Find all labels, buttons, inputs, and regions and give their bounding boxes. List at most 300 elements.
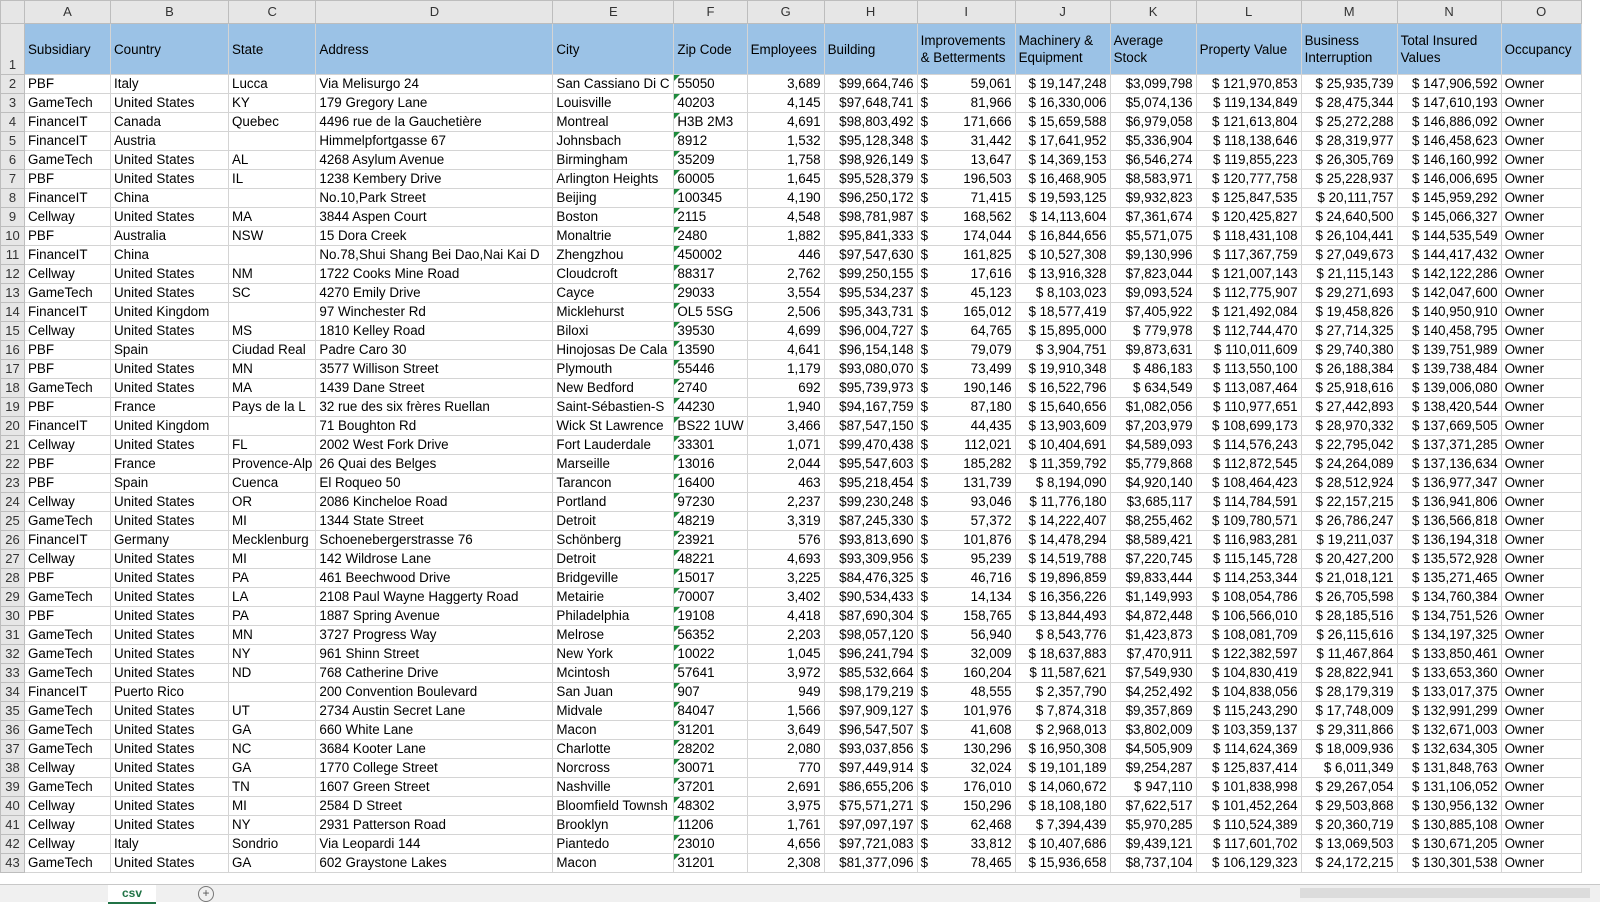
table-cell[interactable] xyxy=(674,550,747,569)
table-cell[interactable]: Owner xyxy=(1501,588,1581,607)
table-cell[interactable]: $ 121,970,853 xyxy=(1196,75,1301,94)
table-cell[interactable]: GameTech xyxy=(25,702,111,721)
table-cell[interactable]: MS xyxy=(229,322,316,341)
table-cell[interactable]: PBF xyxy=(25,398,111,417)
table-cell[interactable]: Owner xyxy=(1501,493,1581,512)
table-cell[interactable]: United States xyxy=(111,208,229,227)
table-cell[interactable] xyxy=(229,417,316,436)
table-cell[interactable]: 4,548 xyxy=(747,208,824,227)
table-cell[interactable]: FinanceIT xyxy=(25,303,111,322)
table-cell[interactable]: New Bedford xyxy=(553,379,674,398)
table-cell[interactable] xyxy=(917,94,1015,113)
table-cell[interactable]: $ 104,830,419 xyxy=(1196,664,1301,683)
column-title[interactable]: City xyxy=(553,24,674,75)
table-cell[interactable]: GameTech xyxy=(25,512,111,531)
table-cell[interactable]: $ 115,243,290 xyxy=(1196,702,1301,721)
table-cell[interactable]: 1,882 xyxy=(747,227,824,246)
table-cell[interactable]: $ 18,108,180 xyxy=(1015,797,1110,816)
table-cell[interactable]: $ 108,464,423 xyxy=(1196,474,1301,493)
row-header[interactable]: 22 xyxy=(1,455,25,474)
table-cell[interactable]: $ 146,160,992 xyxy=(1397,151,1501,170)
table-cell[interactable]: IL xyxy=(229,170,316,189)
table-cell[interactable]: $ 8,103,023 xyxy=(1015,284,1110,303)
table-cell[interactable]: 4,656 xyxy=(747,835,824,854)
table-cell[interactable]: 1722 Cooks Mine Road xyxy=(316,265,553,284)
table-cell[interactable]: $ 29,503,868 xyxy=(1301,797,1397,816)
table-cell[interactable]: Owner xyxy=(1501,512,1581,531)
table-cell[interactable]: $6,979,058 xyxy=(1110,113,1196,132)
table-cell[interactable]: Schoenebergerstrasse 76 xyxy=(316,531,553,550)
table-cell[interactable] xyxy=(917,360,1015,379)
table-cell[interactable]: Owner xyxy=(1501,816,1581,835)
table-cell[interactable]: Owner xyxy=(1501,683,1581,702)
table-cell[interactable]: $96,547,507 xyxy=(824,721,917,740)
table-cell[interactable]: $ 131,848,763 xyxy=(1397,759,1501,778)
table-cell[interactable]: 768 Catherine Drive xyxy=(316,664,553,683)
column-title[interactable]: Total Insured Values xyxy=(1397,24,1501,75)
table-cell[interactable]: Johnsbach xyxy=(553,132,674,151)
table-cell[interactable]: $ 132,991,299 xyxy=(1397,702,1501,721)
table-cell[interactable]: 3,554 xyxy=(747,284,824,303)
table-cell[interactable]: $ 113,087,464 xyxy=(1196,379,1301,398)
table-cell[interactable]: United Kingdom xyxy=(111,417,229,436)
table-cell[interactable]: $ 11,467,864 xyxy=(1301,645,1397,664)
table-cell[interactable]: $ 146,006,695 xyxy=(1397,170,1501,189)
table-cell[interactable]: 1439 Dane Street xyxy=(316,379,553,398)
column-title[interactable]: Business Interruption xyxy=(1301,24,1397,75)
table-cell[interactable]: 3,972 xyxy=(747,664,824,683)
table-cell[interactable]: $ 6,011,349 xyxy=(1301,759,1397,778)
table-cell[interactable]: $ 144,535,549 xyxy=(1397,227,1501,246)
table-cell[interactable] xyxy=(229,132,316,151)
table-cell[interactable]: $ 134,751,526 xyxy=(1397,607,1501,626)
row-header[interactable]: 9 xyxy=(1,208,25,227)
table-cell[interactable] xyxy=(917,778,1015,797)
row-header[interactable]: 20 xyxy=(1,417,25,436)
row-header[interactable]: 36 xyxy=(1,721,25,740)
column-title[interactable]: Employees xyxy=(747,24,824,75)
table-cell[interactable]: 3684 Kooter Lane xyxy=(316,740,553,759)
column-header-m[interactable]: M xyxy=(1301,1,1397,24)
table-cell[interactable]: $ 136,977,347 xyxy=(1397,474,1501,493)
table-cell[interactable]: Owner xyxy=(1501,531,1581,550)
column-header-b[interactable]: B xyxy=(111,1,229,24)
table-cell[interactable]: Quebec xyxy=(229,113,316,132)
table-cell[interactable]: Owner xyxy=(1501,246,1581,265)
table-cell[interactable]: 1,179 xyxy=(747,360,824,379)
table-cell[interactable]: $4,252,492 xyxy=(1110,683,1196,702)
table-cell[interactable]: 692 xyxy=(747,379,824,398)
table-cell[interactable]: $ 110,524,389 xyxy=(1196,816,1301,835)
table-cell[interactable]: Nashville xyxy=(553,778,674,797)
table-cell[interactable]: $ 25,935,739 xyxy=(1301,75,1397,94)
table-cell[interactable] xyxy=(674,474,747,493)
table-cell[interactable]: 2,308 xyxy=(747,854,824,873)
table-cell[interactable]: 2,080 xyxy=(747,740,824,759)
table-cell[interactable]: 2,762 xyxy=(747,265,824,284)
table-cell[interactable] xyxy=(674,797,747,816)
table-cell[interactable]: $96,241,794 xyxy=(824,645,917,664)
table-cell[interactable]: $7,220,745 xyxy=(1110,550,1196,569)
table-cell[interactable] xyxy=(917,474,1015,493)
table-cell[interactable]: PA xyxy=(229,569,316,588)
table-cell[interactable]: 15 Dora Creek xyxy=(316,227,553,246)
table-cell[interactable]: $ 135,271,465 xyxy=(1397,569,1501,588)
table-cell[interactable]: Owner xyxy=(1501,740,1581,759)
table-cell[interactable]: $ 25,228,937 xyxy=(1301,170,1397,189)
table-cell[interactable]: $7,622,517 xyxy=(1110,797,1196,816)
table-cell[interactable]: $ 139,006,080 xyxy=(1397,379,1501,398)
table-cell[interactable]: Arlington Heights xyxy=(553,170,674,189)
column-header-f[interactable]: F xyxy=(674,1,747,24)
table-cell[interactable]: $93,813,690 xyxy=(824,531,917,550)
table-cell[interactable]: $ 14,113,604 xyxy=(1015,208,1110,227)
table-cell[interactable]: 4,641 xyxy=(747,341,824,360)
table-cell[interactable]: $9,254,287 xyxy=(1110,759,1196,778)
table-cell[interactable]: Cellway xyxy=(25,436,111,455)
table-cell[interactable]: $7,470,911 xyxy=(1110,645,1196,664)
table-cell[interactable]: $ 108,699,173 xyxy=(1196,417,1301,436)
table-cell[interactable]: TN xyxy=(229,778,316,797)
table-cell[interactable]: 4268 Asylum Avenue xyxy=(316,151,553,170)
table-cell[interactable] xyxy=(917,607,1015,626)
table-cell[interactable] xyxy=(917,512,1015,531)
table-cell[interactable]: United States xyxy=(111,645,229,664)
table-cell[interactable]: 3577 Willison Street xyxy=(316,360,553,379)
table-cell[interactable]: $9,093,524 xyxy=(1110,284,1196,303)
table-cell[interactable]: United States xyxy=(111,797,229,816)
table-cell[interactable]: 3,402 xyxy=(747,588,824,607)
table-cell[interactable]: $ 132,634,305 xyxy=(1397,740,1501,759)
table-cell[interactable]: $ 22,157,215 xyxy=(1301,493,1397,512)
table-cell[interactable]: $ 118,431,108 xyxy=(1196,227,1301,246)
table-cell[interactable]: $ 24,172,215 xyxy=(1301,854,1397,873)
table-cell[interactable]: 602 Graystone Lakes xyxy=(316,854,553,873)
table-cell[interactable]: GameTech xyxy=(25,645,111,664)
table-cell[interactable]: $94,167,759 xyxy=(824,398,917,417)
table-cell[interactable]: El Roqueo 50 xyxy=(316,474,553,493)
column-header-j[interactable]: J xyxy=(1015,1,1110,24)
column-header-c[interactable]: C xyxy=(229,1,316,24)
table-cell[interactable]: $ 10,404,691 xyxy=(1015,436,1110,455)
table-cell[interactable] xyxy=(674,816,747,835)
table-cell[interactable]: GameTech xyxy=(25,379,111,398)
table-cell[interactable]: $98,803,492 xyxy=(824,113,917,132)
table-cell[interactable]: $ 136,566,818 xyxy=(1397,512,1501,531)
table-cell[interactable]: $ 18,637,883 xyxy=(1015,645,1110,664)
table-cell[interactable] xyxy=(917,132,1015,151)
table-cell[interactable]: Brooklyn xyxy=(553,816,674,835)
table-cell[interactable] xyxy=(917,170,1015,189)
table-cell[interactable]: Owner xyxy=(1501,664,1581,683)
table-cell[interactable]: Marseille xyxy=(553,455,674,474)
table-cell[interactable] xyxy=(917,151,1015,170)
row-header[interactable]: 12 xyxy=(1,265,25,284)
table-cell[interactable]: Owner xyxy=(1501,75,1581,94)
table-cell[interactable]: United States xyxy=(111,322,229,341)
table-cell[interactable]: $ 14,222,407 xyxy=(1015,512,1110,531)
table-cell[interactable] xyxy=(674,265,747,284)
table-cell[interactable]: 1344 State Street xyxy=(316,512,553,531)
table-cell[interactable]: Cellway xyxy=(25,208,111,227)
row-header[interactable]: 34 xyxy=(1,683,25,702)
table-cell[interactable]: $96,004,727 xyxy=(824,322,917,341)
table-cell[interactable]: $ 139,738,484 xyxy=(1397,360,1501,379)
table-cell[interactable]: Charlotte xyxy=(553,740,674,759)
table-cell[interactable]: MI xyxy=(229,550,316,569)
table-cell[interactable] xyxy=(917,379,1015,398)
table-cell[interactable]: Provence-Alp xyxy=(229,455,316,474)
row-header[interactable]: 6 xyxy=(1,151,25,170)
table-cell[interactable]: $7,549,930 xyxy=(1110,664,1196,683)
table-cell[interactable]: $ 26,104,441 xyxy=(1301,227,1397,246)
table-cell[interactable]: $ 19,896,859 xyxy=(1015,569,1110,588)
row-header[interactable]: 32 xyxy=(1,645,25,664)
table-cell[interactable]: $ 19,101,189 xyxy=(1015,759,1110,778)
row-header[interactable]: 40 xyxy=(1,797,25,816)
table-cell[interactable]: $97,547,630 xyxy=(824,246,917,265)
table-cell[interactable]: $98,781,987 xyxy=(824,208,917,227)
table-cell[interactable]: $ 28,822,941 xyxy=(1301,664,1397,683)
table-cell[interactable] xyxy=(917,816,1015,835)
table-cell[interactable]: $ 8,194,090 xyxy=(1015,474,1110,493)
table-cell[interactable]: Macon xyxy=(553,854,674,873)
table-cell[interactable]: $ 20,427,200 xyxy=(1301,550,1397,569)
row-header[interactable]: 24 xyxy=(1,493,25,512)
table-cell[interactable]: 4,699 xyxy=(747,322,824,341)
table-cell[interactable]: $95,739,973 xyxy=(824,379,917,398)
table-cell[interactable]: $ 19,910,348 xyxy=(1015,360,1110,379)
table-cell[interactable]: $ 101,452,264 xyxy=(1196,797,1301,816)
table-cell[interactable]: Schönberg xyxy=(553,531,674,550)
table-cell[interactable]: $ 114,624,369 xyxy=(1196,740,1301,759)
table-cell[interactable]: $ 115,145,728 xyxy=(1196,550,1301,569)
table-cell[interactable]: United Kingdom xyxy=(111,303,229,322)
table-cell[interactable]: $ 133,017,375 xyxy=(1397,683,1501,702)
table-cell[interactable] xyxy=(674,227,747,246)
table-cell[interactable]: OR xyxy=(229,493,316,512)
table-cell[interactable]: $98,179,219 xyxy=(824,683,917,702)
table-cell[interactable]: United States xyxy=(111,740,229,759)
table-cell[interactable]: 1,761 xyxy=(747,816,824,835)
table-cell[interactable]: $ 134,760,384 xyxy=(1397,588,1501,607)
table-cell[interactable]: 2584 D Street xyxy=(316,797,553,816)
table-cell[interactable]: $9,130,996 xyxy=(1110,246,1196,265)
column-header-a[interactable]: A xyxy=(25,1,111,24)
table-cell[interactable]: $ 3,904,751 xyxy=(1015,341,1110,360)
table-cell[interactable]: 3,319 xyxy=(747,512,824,531)
table-cell[interactable]: $ 142,122,286 xyxy=(1397,265,1501,284)
table-cell[interactable]: $3,685,117 xyxy=(1110,493,1196,512)
table-cell[interactable] xyxy=(674,398,747,417)
table-cell[interactable]: 461 Beechwood Drive xyxy=(316,569,553,588)
table-cell[interactable]: United States xyxy=(111,607,229,626)
table-cell[interactable] xyxy=(674,379,747,398)
table-cell[interactable]: $ 16,356,226 xyxy=(1015,588,1110,607)
table-cell[interactable]: 1887 Spring Avenue xyxy=(316,607,553,626)
table-cell[interactable]: NSW xyxy=(229,227,316,246)
table-cell[interactable]: $ 28,512,924 xyxy=(1301,474,1397,493)
table-cell[interactable]: $ 101,838,998 xyxy=(1196,778,1301,797)
table-cell[interactable]: $1,423,873 xyxy=(1110,626,1196,645)
row-header[interactable]: 17 xyxy=(1,360,25,379)
table-cell[interactable]: $93,309,956 xyxy=(824,550,917,569)
table-cell[interactable]: $ 21,115,143 xyxy=(1301,265,1397,284)
table-cell[interactable]: No.10,Park Street xyxy=(316,189,553,208)
column-header-i[interactable]: I xyxy=(917,1,1015,24)
table-cell[interactable]: $ 7,874,318 xyxy=(1015,702,1110,721)
table-cell[interactable]: San Cassiano Di C xyxy=(553,75,674,94)
table-cell[interactable]: 4,693 xyxy=(747,550,824,569)
column-title[interactable]: Machinery & Equipment xyxy=(1015,24,1110,75)
table-cell[interactable]: Cellway xyxy=(25,493,111,512)
table-cell[interactable]: $97,648,741 xyxy=(824,94,917,113)
table-cell[interactable]: China xyxy=(111,189,229,208)
table-cell[interactable]: Beijing xyxy=(553,189,674,208)
table-cell[interactable]: $87,690,304 xyxy=(824,607,917,626)
table-cell[interactable]: FinanceIT xyxy=(25,417,111,436)
table-cell[interactable]: United States xyxy=(111,721,229,740)
table-cell[interactable]: $ 17,748,009 xyxy=(1301,702,1397,721)
column-header-o[interactable]: O xyxy=(1501,1,1581,24)
row-header[interactable]: 3 xyxy=(1,94,25,113)
table-cell[interactable]: Puerto Rico xyxy=(111,683,229,702)
table-cell[interactable]: $ 131,106,052 xyxy=(1397,778,1501,797)
table-cell[interactable]: Bloomfield Townsh xyxy=(553,797,674,816)
column-header-k[interactable]: K xyxy=(1110,1,1196,24)
horizontal-scrollbar[interactable] xyxy=(1300,888,1590,898)
table-cell[interactable]: Germany xyxy=(111,531,229,550)
table-cell[interactable]: United States xyxy=(111,436,229,455)
table-cell[interactable]: $ 486,183 xyxy=(1110,360,1196,379)
table-cell[interactable]: 3,975 xyxy=(747,797,824,816)
table-cell[interactable]: 4270 Emily Drive xyxy=(316,284,553,303)
table-cell[interactable]: AL xyxy=(229,151,316,170)
table-cell[interactable]: Boston xyxy=(553,208,674,227)
table-cell[interactable]: 2,044 xyxy=(747,455,824,474)
column-title[interactable]: Zip Code xyxy=(674,24,747,75)
table-cell[interactable]: PA xyxy=(229,607,316,626)
table-cell[interactable]: Cloudcroft xyxy=(553,265,674,284)
column-title[interactable]: Country xyxy=(111,24,229,75)
table-cell[interactable]: 770 xyxy=(747,759,824,778)
table-cell[interactable]: $ 110,977,651 xyxy=(1196,398,1301,417)
table-cell[interactable]: $ 15,659,588 xyxy=(1015,113,1110,132)
table-cell[interactable]: $8,737,104 xyxy=(1110,854,1196,873)
table-cell[interactable]: United States xyxy=(111,550,229,569)
table-cell[interactable]: Owner xyxy=(1501,151,1581,170)
table-cell[interactable] xyxy=(674,113,747,132)
table-cell[interactable] xyxy=(229,246,316,265)
table-cell[interactable]: Pays de la L xyxy=(229,398,316,417)
column-header-h[interactable]: H xyxy=(824,1,917,24)
row-header[interactable]: 25 xyxy=(1,512,25,531)
table-cell[interactable]: $ 24,264,089 xyxy=(1301,455,1397,474)
table-cell[interactable]: San Juan xyxy=(553,683,674,702)
table-cell[interactable]: Monaltrie xyxy=(553,227,674,246)
row-header[interactable]: 41 xyxy=(1,816,25,835)
table-cell[interactable] xyxy=(674,569,747,588)
column-title[interactable]: Property Value xyxy=(1196,24,1301,75)
table-cell[interactable]: $4,589,093 xyxy=(1110,436,1196,455)
table-cell[interactable]: $9,357,869 xyxy=(1110,702,1196,721)
table-cell[interactable]: $95,343,731 xyxy=(824,303,917,322)
table-cell[interactable] xyxy=(674,455,747,474)
table-cell[interactable]: $ 26,786,247 xyxy=(1301,512,1397,531)
table-cell[interactable] xyxy=(674,360,747,379)
table-cell[interactable]: $7,361,674 xyxy=(1110,208,1196,227)
table-cell[interactable]: No.78,Shui Shang Bei Dao,Nai Kai D xyxy=(316,246,553,265)
table-cell[interactable]: Owner xyxy=(1501,208,1581,227)
table-cell[interactable]: $ 8,543,776 xyxy=(1015,626,1110,645)
row-header[interactable]: 38 xyxy=(1,759,25,778)
table-cell[interactable]: $ 147,610,193 xyxy=(1397,94,1501,113)
table-cell[interactable]: Cayce xyxy=(553,284,674,303)
table-cell[interactable]: $ 120,777,758 xyxy=(1196,170,1301,189)
table-cell[interactable]: 4,190 xyxy=(747,189,824,208)
table-cell[interactable]: 3,689 xyxy=(747,75,824,94)
table-cell[interactable] xyxy=(917,759,1015,778)
table-cell[interactable]: $ 144,417,432 xyxy=(1397,246,1501,265)
table-cell[interactable]: Via Melisurgo 24 xyxy=(316,75,553,94)
table-cell[interactable]: $95,218,454 xyxy=(824,474,917,493)
table-cell[interactable]: $ 947,110 xyxy=(1110,778,1196,797)
table-cell[interactable]: $ 117,367,759 xyxy=(1196,246,1301,265)
table-cell[interactable]: $9,932,823 xyxy=(1110,189,1196,208)
table-cell[interactable]: $90,534,433 xyxy=(824,588,917,607)
table-cell[interactable] xyxy=(674,683,747,702)
table-cell[interactable]: $ 133,653,360 xyxy=(1397,664,1501,683)
table-cell[interactable]: $ 20,360,719 xyxy=(1301,816,1397,835)
table-cell[interactable]: Detroit xyxy=(553,550,674,569)
table-cell[interactable] xyxy=(674,132,747,151)
table-cell[interactable]: Norcross xyxy=(553,759,674,778)
table-cell[interactable]: Ciudad Real xyxy=(229,341,316,360)
table-cell[interactable]: 1,645 xyxy=(747,170,824,189)
column-title[interactable]: Improvements & Betterments xyxy=(917,24,1015,75)
table-cell[interactable]: GameTech xyxy=(25,284,111,303)
table-cell[interactable]: Cuenca xyxy=(229,474,316,493)
table-cell[interactable]: $ 779,978 xyxy=(1110,322,1196,341)
table-cell[interactable]: PBF xyxy=(25,360,111,379)
table-cell[interactable]: Owner xyxy=(1501,303,1581,322)
table-cell[interactable]: $9,439,121 xyxy=(1110,835,1196,854)
table-cell[interactable]: $9,873,631 xyxy=(1110,341,1196,360)
table-cell[interactable]: $ 139,751,989 xyxy=(1397,341,1501,360)
row-header[interactable]: 4 xyxy=(1,113,25,132)
table-cell[interactable]: Australia xyxy=(111,227,229,246)
table-cell[interactable]: $ 18,009,936 xyxy=(1301,740,1397,759)
table-cell[interactable]: Owner xyxy=(1501,702,1581,721)
row-header[interactable]: 21 xyxy=(1,436,25,455)
table-cell[interactable]: $93,080,070 xyxy=(824,360,917,379)
table-cell[interactable]: Owner xyxy=(1501,626,1581,645)
table-cell[interactable]: 2086 Kincheloe Road xyxy=(316,493,553,512)
table-cell[interactable]: Tarancon xyxy=(553,474,674,493)
table-cell[interactable]: $9,833,444 xyxy=(1110,569,1196,588)
table-cell[interactable]: Saint-Sébastien-S xyxy=(553,398,674,417)
table-cell[interactable]: 3,225 xyxy=(747,569,824,588)
table-cell[interactable]: $ 21,018,121 xyxy=(1301,569,1397,588)
table-cell[interactable]: $ 19,147,248 xyxy=(1015,75,1110,94)
table-cell[interactable]: 4,418 xyxy=(747,607,824,626)
table-cell[interactable] xyxy=(917,835,1015,854)
row-header[interactable]: 15 xyxy=(1,322,25,341)
table-cell[interactable] xyxy=(674,835,747,854)
table-cell[interactable] xyxy=(674,170,747,189)
table-cell[interactable]: $97,097,197 xyxy=(824,816,917,835)
table-cell[interactable]: 1,071 xyxy=(747,436,824,455)
